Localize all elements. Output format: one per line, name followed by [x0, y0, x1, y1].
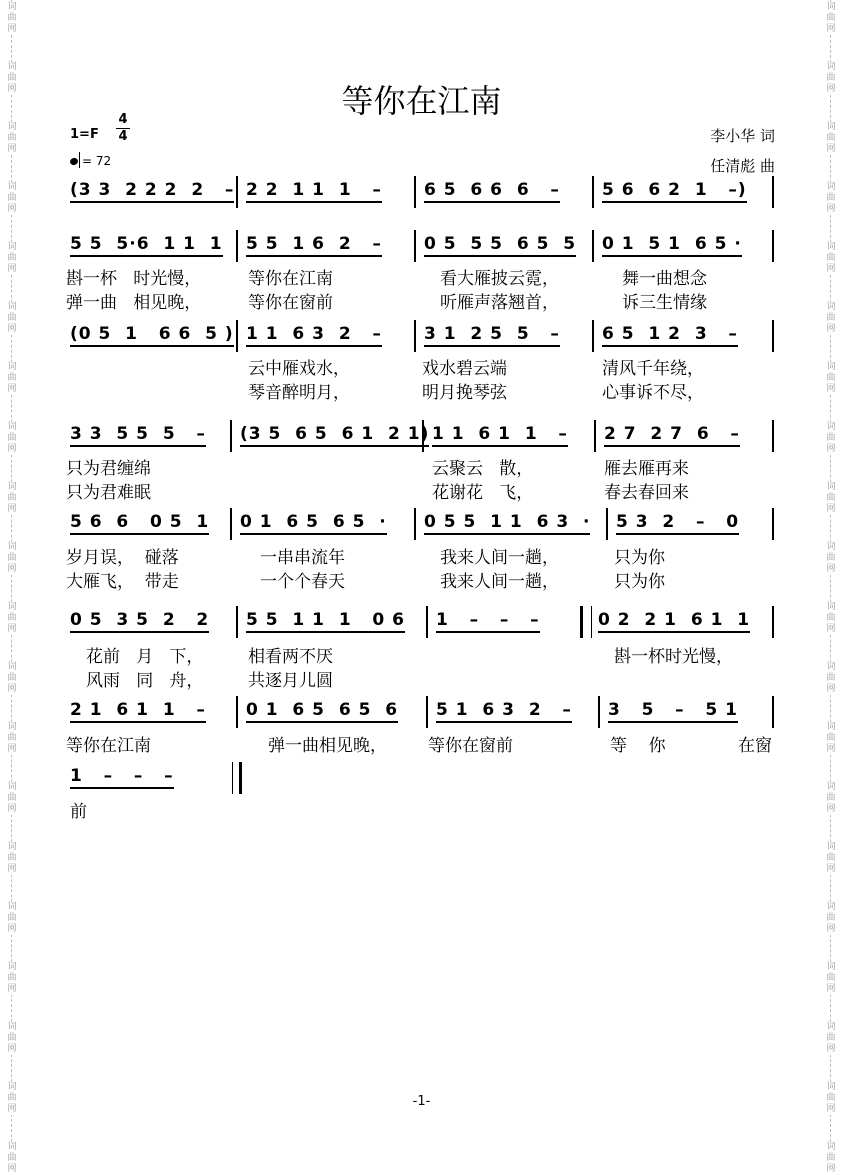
- watermark-mark: 词 曲 网: [824, 842, 838, 875]
- measure-notes: 3 1 2 5 5 –: [424, 324, 560, 347]
- lyric-line: 心事诉不尽，: [602, 383, 704, 403]
- measure-notes: 6 5 6 6 6 –: [424, 180, 560, 203]
- measure-notes: 6 5 1 2 3 –: [602, 324, 738, 347]
- watermark-mark: 词 曲 网: [5, 182, 19, 215]
- lyric-line: 一个个春天: [260, 572, 345, 592]
- lyric-line: 共逐月儿圆: [248, 671, 333, 691]
- measure: [590, 606, 774, 638]
- measure: [598, 696, 774, 728]
- lyric-line: 斟一杯 时光慢，: [66, 269, 202, 289]
- measure: [62, 176, 236, 208]
- measure: [236, 176, 414, 208]
- notation-row-2: [62, 230, 774, 262]
- watermark-mark: 词 曲 网: [5, 722, 19, 755]
- lyric-line: 等你在窗前: [428, 736, 513, 756]
- measure-notes: 5 5 1 6 2 –: [246, 234, 382, 257]
- watermark-mark: 词 曲 网: [824, 782, 838, 815]
- lyric-line: 花谢花 飞，: [432, 483, 534, 503]
- lyric-line: 等你在江南: [66, 736, 151, 756]
- time-signature-top: 4: [118, 112, 128, 127]
- measure-notes: 0 2 2 1 6 1 1: [598, 610, 750, 633]
- lyric-line: 云中雁戏水，: [248, 359, 350, 379]
- measure-notes: 5 1 6 3 2 –: [436, 700, 572, 723]
- measure: [236, 230, 414, 262]
- measure-notes: 3 5 – 5 1: [608, 700, 738, 723]
- measure: [426, 696, 598, 728]
- watermark-mark: 词 曲 网: [824, 362, 838, 395]
- lyrics-row-3-verse-1: [66, 354, 778, 379]
- barline: [772, 420, 774, 452]
- lyric-line: 等你在窗前: [248, 293, 333, 313]
- watermark-mark: 词 曲 网: [5, 782, 19, 815]
- notation-row-3: [62, 320, 774, 352]
- measure-notes: 1 – – –: [436, 610, 540, 633]
- watermark-mark: 词 曲 网: [5, 1142, 19, 1175]
- measure: [62, 320, 236, 352]
- measure-notes: 1 – – –: [70, 766, 174, 789]
- lyric-line: 只为你: [614, 572, 665, 592]
- watermark-mark: 词 曲 网: [5, 242, 19, 275]
- lyric-line: 斟一杯时光慢，: [614, 647, 733, 667]
- lyrics-row-2-verse-2: [66, 288, 778, 313]
- measure-notes: 5 3 2 – 0: [616, 512, 739, 535]
- lyric-line: 弹一曲 相见晚，: [66, 293, 202, 313]
- measure: [414, 176, 592, 208]
- measure-notes: 2 1 6 1 1 –: [70, 700, 206, 723]
- measure-notes: 1 1 6 3 2 –: [246, 324, 382, 347]
- lyric-line: 清风千年绕，: [602, 359, 704, 379]
- watermark-mark: 词 曲 网: [824, 422, 838, 455]
- notation-row-6: [62, 606, 774, 638]
- measure: [62, 420, 230, 452]
- lyric-line: 舞一曲想念: [622, 269, 707, 289]
- watermark-mark: 词 曲 网: [824, 902, 838, 935]
- measure: [592, 176, 774, 208]
- measure: [414, 320, 592, 352]
- lyric-line: 花前 月 下，: [86, 647, 204, 667]
- watermark-mark: 词 曲 网: [5, 422, 19, 455]
- barline: [772, 508, 774, 540]
- lyric-line: 前: [70, 802, 87, 822]
- lyric-line: 岁月误， 碰落: [66, 548, 179, 568]
- measure: [414, 508, 606, 540]
- watermark-mark: 词 曲 网: [5, 62, 19, 95]
- watermark-mark: 词 曲 网: [824, 662, 838, 695]
- lyric-line: 等你在江南: [248, 269, 333, 289]
- measure: [236, 696, 426, 728]
- lyric-line: 诉三生情缘: [622, 293, 707, 313]
- measure: [230, 420, 430, 452]
- quarter-note-icon: [69, 157, 79, 166]
- watermark-mark: 词 曲 网: [824, 962, 838, 995]
- measure: [62, 762, 232, 794]
- right-dashed-line: [830, 0, 831, 1172]
- notation-row-1: [62, 176, 774, 208]
- watermark-mark: 词 曲 网: [5, 2, 19, 35]
- watermark-mark: 词 曲 网: [824, 542, 838, 575]
- measure: [230, 508, 414, 540]
- watermark-mark: 词 曲 网: [5, 902, 19, 935]
- watermark-mark: 词 曲 网: [824, 1142, 838, 1175]
- watermark-mark: 词 曲 网: [824, 242, 838, 275]
- lyric-line: 只为你: [614, 548, 665, 568]
- notation-row-8: [62, 762, 242, 794]
- barline: [772, 606, 774, 638]
- watermark-mark: 词 曲 网: [824, 1022, 838, 1055]
- lyric-line: 听雁声落翘首，: [440, 293, 559, 313]
- lyrics-row-5-verse-2: [66, 567, 778, 592]
- watermark-mark: 词 曲 网: [824, 722, 838, 755]
- lyric-line: 一串串流年: [260, 548, 345, 568]
- measure-notes: 5 6 6 0 5 1: [70, 512, 209, 535]
- lyric-line: 看大雁披云霓，: [440, 269, 559, 289]
- page-number: -1-: [412, 1094, 431, 1109]
- measure-notes: 3 3 5 5 5 –: [70, 424, 206, 447]
- watermark-mark: 词 曲 网: [824, 602, 838, 635]
- measure-notes: (3 5 6 5 6 1 2 1): [240, 424, 429, 447]
- lyric-line: 我来人间一趟，: [440, 548, 559, 568]
- barline: [772, 230, 774, 262]
- watermark-mark: 词 曲 网: [824, 122, 838, 155]
- measure: [426, 606, 578, 638]
- lyric-line: 相看两不厌: [248, 647, 333, 667]
- measure-notes: 0 1 6 5 6 5 ·: [240, 512, 387, 535]
- measure-notes: 0 1 5 1 6 5 ·: [602, 234, 742, 257]
- song-title: 等你在江南: [341, 82, 502, 120]
- measure: [62, 606, 236, 638]
- composer-credit: 任清彪 曲: [710, 157, 775, 175]
- measure: [236, 320, 414, 352]
- watermark-mark: 词 曲 网: [5, 542, 19, 575]
- barline: [772, 176, 774, 208]
- lyrics-row-4-verse-2: [66, 478, 778, 503]
- measure: [594, 420, 774, 452]
- watermark-mark: 词 曲 网: [5, 122, 19, 155]
- lyricist-credit: 李小华 词: [710, 127, 775, 145]
- final-barline: [232, 762, 242, 794]
- measure: [414, 230, 592, 262]
- lyric-line: 在窗: [738, 736, 772, 756]
- watermark-mark: 词 曲 网: [824, 182, 838, 215]
- lyric-line: 雁去雁再来: [604, 459, 689, 479]
- measure: [62, 508, 230, 540]
- watermark-mark: 词 曲 网: [824, 302, 838, 335]
- measure-notes: 2 2 1 1 1 –: [246, 180, 382, 203]
- measure-notes: 5 5 1 1 1 0 6: [246, 610, 405, 633]
- watermark-mark: 词 曲 网: [5, 602, 19, 635]
- lyric-line: 大雁飞， 带走: [66, 572, 179, 592]
- time-signature-bottom: 4: [118, 129, 128, 144]
- measure-notes: 5 6 6 2 1 –): [602, 180, 747, 203]
- lyric-line: 风雨 同 舟，: [86, 671, 204, 691]
- watermark-mark: 词 曲 网: [5, 1082, 19, 1115]
- measure-notes: 0 5 5 5 6 5 5: [424, 234, 576, 257]
- measure: [606, 508, 774, 540]
- lyrics-row-8-verse-1: [66, 797, 166, 822]
- measure-notes: 0 5 5 1 1 6 3 ·: [424, 512, 590, 535]
- measure: [62, 230, 236, 262]
- lyric-line: 戏水碧云端: [422, 359, 507, 379]
- measure: [592, 320, 774, 352]
- measure: [62, 696, 236, 728]
- watermark-mark: 词 曲 网: [5, 302, 19, 335]
- key-signature: 1=F: [70, 127, 99, 142]
- lyric-line: 春去春回来: [604, 483, 689, 503]
- tempo-marking: [70, 152, 111, 168]
- measure-notes: 0 5 3 5 2 2: [70, 610, 209, 633]
- notation-row-4: [62, 420, 774, 452]
- measure-notes: 5 5 5·6 1 1 1: [70, 234, 223, 257]
- lyrics-row-6-verse-2: [66, 666, 778, 691]
- watermark-mark: 词 曲 网: [824, 2, 838, 35]
- watermark-mark: 词 曲 网: [5, 662, 19, 695]
- measure-notes: (3 3 2 2 2 2 –: [70, 180, 234, 203]
- measure: [422, 420, 594, 452]
- watermark-mark: 词 曲 网: [824, 1082, 838, 1115]
- lyrics-row-5-verse-1: [66, 543, 778, 568]
- barline: [772, 320, 774, 352]
- lyric-line: 弹一曲相见晚，: [268, 736, 387, 756]
- time-signature: [116, 113, 130, 144]
- left-dashed-line: [11, 0, 12, 1172]
- measure-notes: (0 5 1 6 6 5 ): [70, 324, 234, 347]
- lyric-line: 云聚云 散，: [432, 459, 534, 479]
- lyrics-row-4-verse-1: [66, 454, 778, 479]
- watermark-mark: 词 曲 网: [824, 62, 838, 95]
- lyrics-row-3-verse-2: [66, 378, 778, 403]
- tempo-value: = 72: [82, 154, 112, 168]
- lyric-line: 我来人间一趟，: [440, 572, 559, 592]
- measure-notes: 0 1 6 5 6 5 6: [246, 700, 398, 723]
- barline: [772, 696, 774, 728]
- measure-notes: 1 1 6 1 1 –: [432, 424, 568, 447]
- watermark-mark: 词 曲 网: [5, 1022, 19, 1055]
- left-watermark-strip: [3, 0, 21, 1172]
- watermark-mark: 词 曲 网: [5, 482, 19, 515]
- watermark-mark: 词 曲 网: [824, 482, 838, 515]
- lyric-line: 等 你: [610, 736, 666, 756]
- measure-notes: 2 7 2 7 6 –: [604, 424, 740, 447]
- lyric-line: 只为君缠绵: [66, 459, 151, 479]
- notation-row-7: [62, 696, 774, 728]
- lyric-line: 琴音醉明月，: [248, 383, 350, 403]
- watermark-mark: 词 曲 网: [5, 962, 19, 995]
- lyrics-row-6-verse-1: [66, 642, 778, 667]
- lyric-line: 明月挽琴弦: [422, 383, 507, 403]
- right-watermark-strip: [822, 0, 840, 1172]
- lyrics-row-2-verse-1: [66, 264, 778, 289]
- lyrics-row-7-verse-1: [66, 731, 778, 756]
- notation-row-5: [62, 508, 774, 540]
- measure: [236, 606, 426, 638]
- measure: [592, 230, 774, 262]
- watermark-mark: 词 曲 网: [5, 362, 19, 395]
- watermark-mark: 词 曲 网: [5, 842, 19, 875]
- lyric-line: 只为君难眠: [66, 483, 151, 503]
